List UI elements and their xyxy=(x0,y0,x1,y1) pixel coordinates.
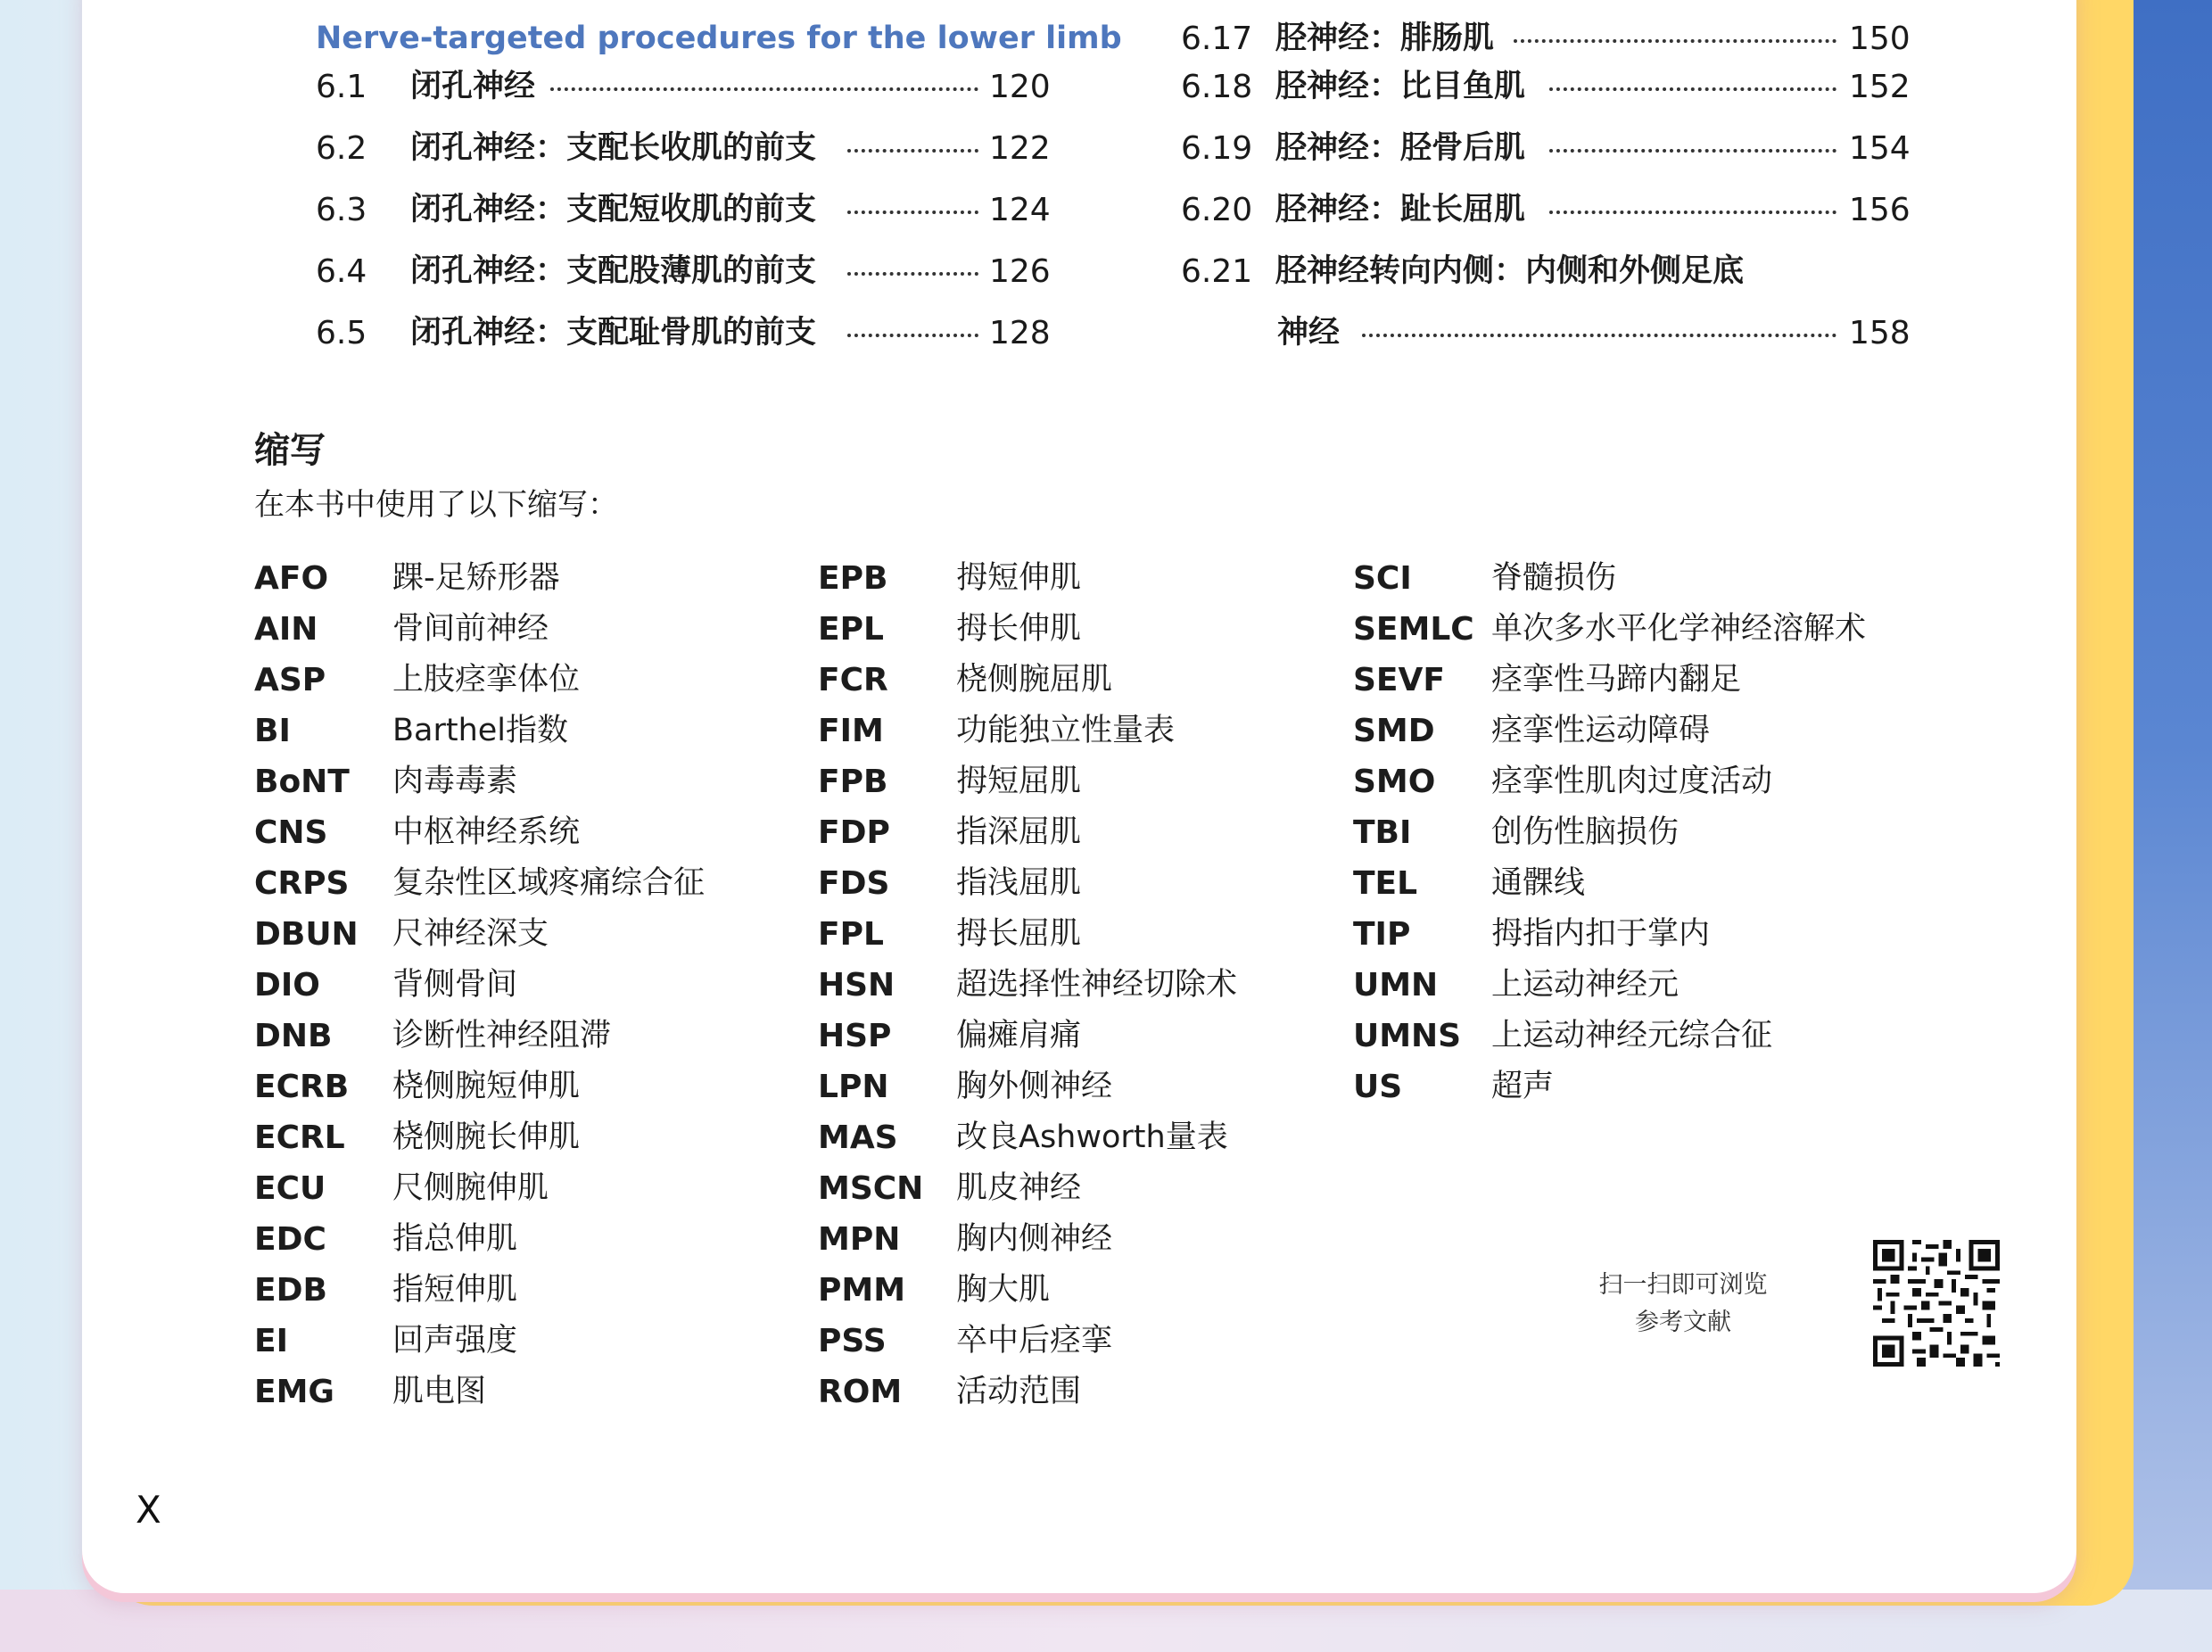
qr-caption-line-1: 扫一扫即可浏览 xyxy=(1598,1271,1768,1299)
abbr-term: ECRL xyxy=(254,1119,345,1156)
toc-entry-title: 胫神经：比目鱼肌 xyxy=(1275,69,1526,104)
abbr-term: AIN xyxy=(254,611,318,648)
abbr-definition: 背侧骨间 xyxy=(392,967,518,1003)
qr-code-icon[interactable] xyxy=(1873,1240,2000,1367)
abbr-term: LPN xyxy=(818,1069,889,1105)
toc-entry-page: 150 xyxy=(1849,21,1911,57)
toc-entry-number: 6.1 xyxy=(316,69,367,105)
toc-entry-number: 6.18 xyxy=(1181,69,1253,105)
abbr-term: ROM xyxy=(818,1374,903,1410)
abbr-definition: 痉挛性马蹄内翻足 xyxy=(1491,662,1742,698)
abbr-definition: 单次多水平化学神经溶解术 xyxy=(1491,611,1867,647)
abbr-term: MSCN xyxy=(818,1170,924,1207)
abbr-term: SMO xyxy=(1353,764,1436,800)
abbr-term: FPB xyxy=(818,764,888,800)
abbr-definition: 拇长伸肌 xyxy=(956,611,1082,647)
toc-dot-leader xyxy=(1549,211,1836,214)
toc-dot-leader xyxy=(1549,149,1836,153)
abbr-term: MPN xyxy=(818,1221,901,1258)
toc-entry-title: 胫神经转向内侧：内侧和外侧足底 xyxy=(1275,253,1745,289)
abbr-term: EI xyxy=(254,1323,288,1359)
toc-entry-number: 6.20 xyxy=(1181,192,1253,228)
toc-entry-title: 闭孔神经：支配长收肌的前支 xyxy=(410,130,817,166)
abbr-definition: 功能独立性量表 xyxy=(956,713,1176,748)
abbr-term: FPL xyxy=(818,916,884,953)
qr-caption xyxy=(1589,1267,1777,1342)
abbr-term: PSS xyxy=(818,1323,887,1359)
abbr-definition: 创伤性脑损伤 xyxy=(1491,814,1680,850)
abbr-definition: 复杂性区域疼痛综合征 xyxy=(392,865,706,901)
abbr-term: EDB xyxy=(254,1272,327,1309)
abbr-definition: 卒中后痉挛 xyxy=(956,1323,1113,1359)
abbr-term: SEMLC xyxy=(1353,611,1474,648)
toc-dot-leader xyxy=(847,334,978,337)
toc-dot-leader xyxy=(847,149,978,153)
toc-entry-page: 124 xyxy=(989,192,1051,228)
toc-dot-leader xyxy=(550,87,978,91)
abbr-definition: 痉挛性肌肉过度活动 xyxy=(1491,764,1773,799)
abbr-definition: 桡侧腕屈肌 xyxy=(956,662,1113,698)
toc-entry-number: 6.19 xyxy=(1181,130,1253,167)
abbr-definition: 回声强度 xyxy=(392,1323,518,1359)
abbr-term: TIP xyxy=(1353,916,1411,953)
abbr-term: MAS xyxy=(818,1119,898,1156)
abbr-term: DBUN xyxy=(254,916,359,953)
abbreviations-title: 缩写 xyxy=(254,430,326,471)
abbr-term: UMN xyxy=(1353,967,1439,1004)
abbr-definition: 活动范围 xyxy=(956,1374,1082,1409)
abbr-definition: 通髁线 xyxy=(1491,865,1586,901)
abbr-definition: 痉挛性运动障碍 xyxy=(1491,713,1711,748)
toc-entry-number: 6.4 xyxy=(316,253,367,290)
abbr-term: SEVF xyxy=(1353,662,1445,698)
abbr-term: EPL xyxy=(818,611,884,648)
abbr-definition: 肌皮神经 xyxy=(956,1170,1082,1206)
abbr-term: SMD xyxy=(1353,713,1435,749)
toc-entry-title: 闭孔神经 xyxy=(410,69,536,104)
abbr-term: AFO xyxy=(254,560,329,597)
abbr-definition: 桡侧腕长伸肌 xyxy=(392,1119,581,1155)
abbr-term: TEL xyxy=(1353,865,1418,902)
toc-dot-leader xyxy=(847,211,978,214)
abbr-definition: 超选择性神经切除术 xyxy=(956,967,1238,1003)
book-page xyxy=(82,0,2076,1593)
abbr-term: UMNS xyxy=(1353,1018,1462,1054)
abbr-definition: 指深屈肌 xyxy=(956,814,1082,850)
abbr-term: BI xyxy=(254,713,291,749)
abbr-definition: 上肢痉挛体位 xyxy=(392,662,581,698)
abbr-definition: 肉毒毒素 xyxy=(392,764,518,799)
toc-entry-number: 6.17 xyxy=(1181,21,1253,57)
toc-entry-number: 6.2 xyxy=(316,130,367,167)
abbr-definition: 中枢神经系统 xyxy=(392,814,581,850)
abbr-definition: 拇短屈肌 xyxy=(956,764,1082,799)
abbreviations-intro: 在本书中使用了以下缩写： xyxy=(254,487,618,523)
abbr-definition: 胸内侧神经 xyxy=(956,1221,1113,1257)
abbr-definition: 踝-足矫形器 xyxy=(392,560,560,596)
abbr-definition: 上运动神经元综合征 xyxy=(1491,1018,1773,1053)
abbr-term: ECRB xyxy=(254,1069,350,1105)
abbr-definition: 改良Ashworth量表 xyxy=(956,1119,1228,1155)
toc-entry-page: 128 xyxy=(989,315,1051,351)
toc-entry-page: 154 xyxy=(1849,130,1911,167)
page-folio: X xyxy=(136,1488,161,1532)
abbr-definition: 诊断性神经阻滞 xyxy=(392,1018,612,1053)
abbr-term: EDC xyxy=(254,1221,326,1258)
abbr-term: SCI xyxy=(1353,560,1412,597)
abbr-definition: 偏瘫肩痛 xyxy=(956,1018,1082,1053)
abbr-definition: 指总伸肌 xyxy=(392,1221,518,1257)
abbr-definition: 肌电图 xyxy=(392,1374,487,1409)
toc-entry-page: 152 xyxy=(1849,69,1911,105)
toc-entry-title: 胫神经：腓肠肌 xyxy=(1275,21,1495,56)
abbr-term: HSN xyxy=(818,967,896,1004)
abbr-term: CRPS xyxy=(254,865,350,902)
abbr-definition: Barthel指数 xyxy=(392,713,569,748)
abbr-term: PMM xyxy=(818,1272,906,1309)
abbr-term: DIO xyxy=(254,967,320,1004)
abbr-term: FIM xyxy=(818,713,884,749)
abbr-term: TBI xyxy=(1353,814,1412,851)
abbr-definition: 指短伸肌 xyxy=(392,1272,518,1308)
toc-dot-leader xyxy=(847,272,978,276)
toc-entry-number: 6.5 xyxy=(316,315,367,351)
toc-dot-leader xyxy=(1362,334,1836,337)
abbr-term: HSP xyxy=(818,1018,892,1054)
toc-entry-title: 闭孔神经：支配耻骨肌的前支 xyxy=(410,315,817,351)
abbr-definition: 胸大肌 xyxy=(956,1272,1051,1308)
toc-entry-title: 胫神经：胫骨后肌 xyxy=(1275,130,1526,166)
toc-dot-leader xyxy=(1549,87,1836,91)
abbr-term: FDP xyxy=(818,814,890,851)
abbr-definition: 骨间前神经 xyxy=(392,611,549,647)
qr-caption-line-2: 参考文献 xyxy=(1635,1309,1731,1336)
abbr-definition: 尺神经深支 xyxy=(392,916,549,952)
abbr-definition: 拇指内扣于掌内 xyxy=(1491,916,1711,952)
abbr-term: FCR xyxy=(818,662,888,698)
abbr-term: ASP xyxy=(254,662,326,698)
abbr-definition: 拇长屈肌 xyxy=(956,916,1082,952)
abbr-definition: 尺侧腕伸肌 xyxy=(392,1170,549,1206)
toc-entry-page: 126 xyxy=(989,253,1051,290)
toc-entry-number: 6.3 xyxy=(316,192,367,228)
toc-entry-title-continuation: 神经 xyxy=(1277,315,1341,351)
abbr-definition: 桡侧腕短伸肌 xyxy=(392,1069,581,1104)
abbr-term: EPB xyxy=(818,560,888,597)
abbr-term: BoNT xyxy=(254,764,350,800)
toc-entry-number: 6.21 xyxy=(1181,253,1253,290)
toc-section-heading: Nerve-targeted procedures for the lower limb xyxy=(316,21,1122,56)
toc-entry-title: 闭孔神经：支配股薄肌的前支 xyxy=(410,253,817,289)
toc-entry-page: 158 xyxy=(1849,315,1911,351)
abbr-term: EMG xyxy=(254,1374,334,1410)
toc-entry-page: 156 xyxy=(1849,192,1911,228)
toc-entry-page: 120 xyxy=(989,69,1051,105)
abbr-term: FDS xyxy=(818,865,890,902)
abbr-definition: 拇短伸肌 xyxy=(956,560,1082,596)
abbr-term: ECU xyxy=(254,1170,326,1207)
toc-entry-title: 闭孔神经：支配短收肌的前支 xyxy=(410,192,817,227)
abbr-definition: 指浅屈肌 xyxy=(956,865,1082,901)
abbr-term: DNB xyxy=(254,1018,333,1054)
abbr-term: US xyxy=(1353,1069,1403,1105)
toc-entry-title: 胫神经：趾长屈肌 xyxy=(1275,192,1526,227)
abbr-definition: 胸外侧神经 xyxy=(956,1069,1113,1104)
abbr-definition: 脊髓损伤 xyxy=(1491,560,1617,596)
toc-entry-page: 122 xyxy=(989,130,1051,167)
abbr-term: CNS xyxy=(254,814,328,851)
toc-dot-leader xyxy=(1514,39,1836,43)
abbr-definition: 超声 xyxy=(1491,1069,1555,1104)
abbr-definition: 上运动神经元 xyxy=(1491,967,1680,1003)
